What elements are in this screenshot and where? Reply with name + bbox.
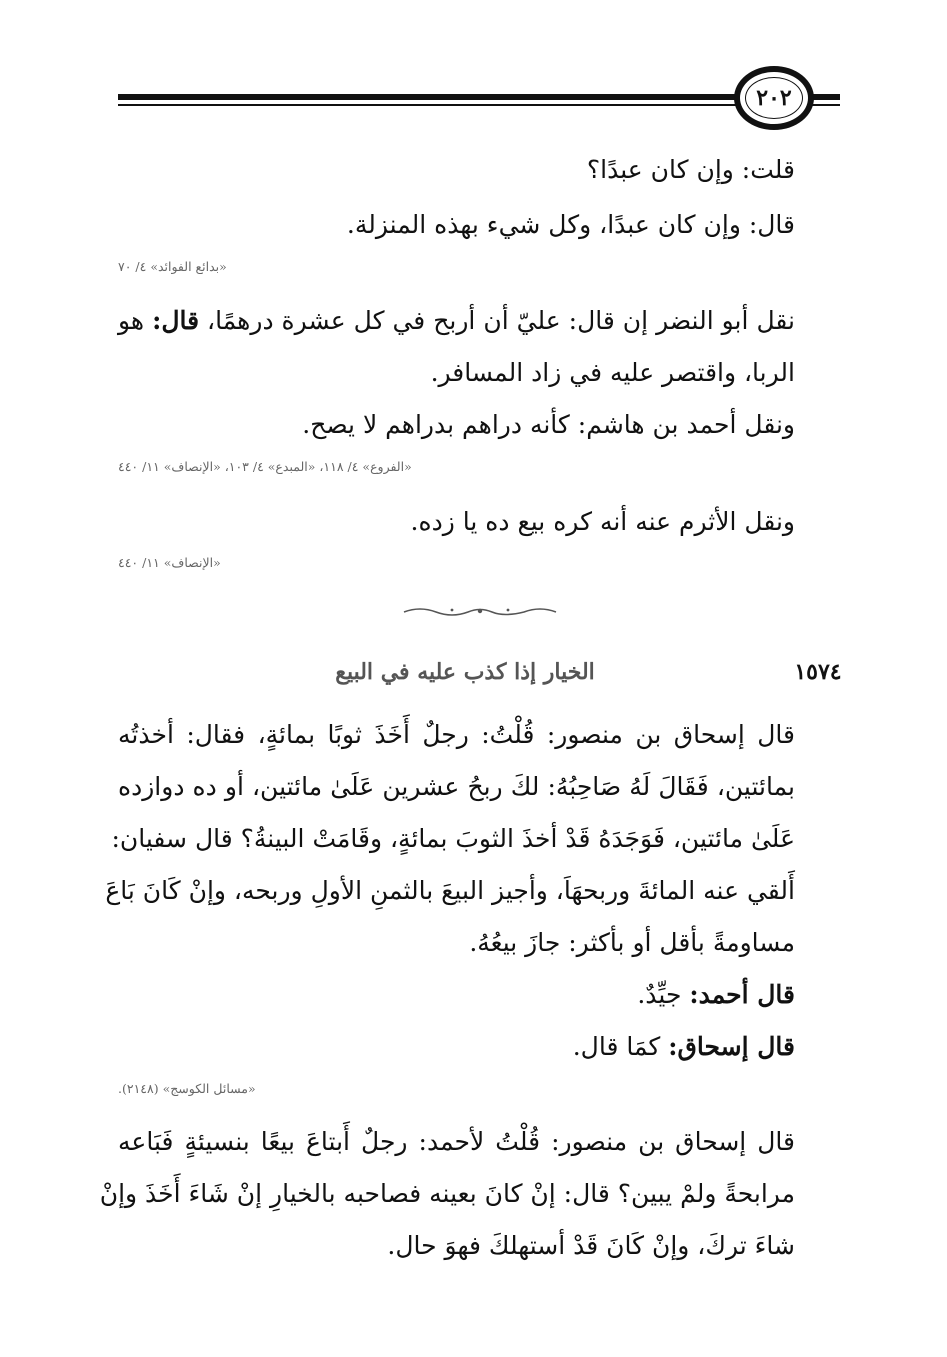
paragraph-line: قال إسحاق بن منصور: قُلْتُ: رجلٌ أَخَذَ ثوبًا بمائةٍ، فقال: أخذتُه — [118, 720, 796, 749]
bold-label: قال: — [152, 306, 200, 335]
page-number-badge — [734, 66, 814, 130]
paragraph-line: شاءَ تركَ، وإنْ كَانَ قَدْ أستهلكَ فهوَ حال. — [387, 1231, 795, 1260]
paragraph-line: ونقل الأثرم عنه أنه كره بيع ده يا زده. — [410, 507, 795, 536]
paragraph-line: مساومةً بأقل أو بأكثر: جازَ بيعُهُ. — [469, 928, 795, 957]
paragraph-line: الربا، واقتصر عليه في زاد المسافر. — [430, 358, 795, 387]
line-text: هو — [118, 306, 145, 335]
source-citation: «الإنصاف» ١١/ ٤٤٠ — [118, 555, 221, 570]
ornament-divider-icon — [400, 604, 560, 618]
line-text: جيِّدٌ. — [637, 980, 682, 1009]
section-number: ١٥٧٤ — [794, 659, 842, 685]
paragraph-line: بمائتين، فَقَالَ لَهُ صَاحِبُهُ: لكَ ربحُ عشرين عَلَىٰ مائتين، أو ده دوازده — [118, 772, 795, 801]
bold-label: قال أحمد: — [689, 980, 795, 1009]
paragraph-line — [118, 1029, 795, 1065]
ornament-divider — [400, 604, 560, 618]
paragraph-line: ونقل أحمد بن هاشم: كأنه دراهم بدراهم لا يصح. — [302, 410, 795, 439]
section-title: الخيار إذا كذب عليه في البيع — [335, 659, 595, 685]
source-citation: «مسائل الكوسج» (٢١٤٨). — [118, 1081, 256, 1096]
header-rule-right-thin — [812, 104, 840, 106]
page-number: ٢٠٢ — [756, 85, 792, 111]
paragraph-line: قلت: وإن كان عبدًا؟ — [586, 155, 795, 184]
paragraph-line — [118, 303, 795, 339]
header-rule-thin — [118, 104, 738, 106]
line-text: نقل أبو النضر إن قال: عليّ أن أربح في كل عشرة درهمًا، — [207, 306, 795, 335]
bold-label: قال إسحاق: — [668, 1032, 795, 1061]
source-citation: «الفروع» ٤/ ١١٨، «المبدع» ٤/ ١٠٣، «الإنصاف» ١١/ ٤٤٠ — [118, 459, 412, 474]
line-text: كمَا قال. — [572, 1032, 661, 1061]
paragraph-line — [118, 977, 795, 1013]
paragraph-line: قال: وإن كان عبدًا، وكل شيء بهذه المنزلة. — [346, 210, 795, 239]
source-citation: «بدائع الفوائد» ٤/ ٧٠ — [118, 259, 227, 274]
header-rule-thick — [118, 94, 738, 100]
paragraph-line: عَلَىٰ مائتين، فَوَجَدَهُ قَدْ أخذَ الثوبَ بمائةٍ، وقَامَتْ البينةُ؟ قال سفيان: — [111, 824, 795, 853]
header-rule-right-thick — [812, 94, 840, 100]
paragraph-line: قال إسحاق بن منصور: قُلْتُ لأحمد: رجلٌ أَبتاعَ بيعًا بنسيئةٍ فَبَاعه — [118, 1127, 796, 1156]
paragraph-line: أَلقي عنه المائةَ وربحهَاَ، وأجيز البيعَ بالثمنِ الأولِ وربحه، وإنْ كَانَ بَاعَ — [105, 876, 795, 905]
paragraph-line: مرابحةً ولمْ يبين؟ قال: إنْ كانَ بعينه فصاحبه بالخيارِ إنْ شَاءَ أَخَذَ وإنْ — [99, 1179, 795, 1208]
